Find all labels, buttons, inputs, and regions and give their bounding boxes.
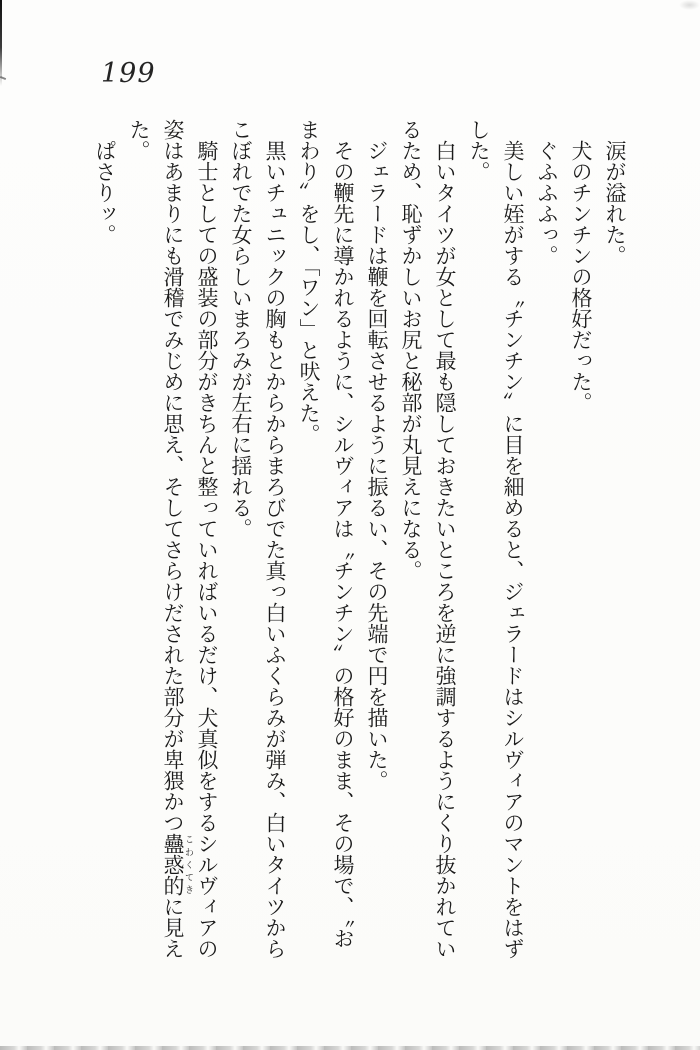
paragraph-9-pre: 騎士としての盛装の部分がきちんと整っていればいるだけ、犬真似をするシルヴィアの姿はあまりにも滑稽でみじめに思え、そしてさらけだされた部分が卑猥かつ — [161, 119, 219, 959]
scan-edge-bottom — [0, 1046, 700, 1050]
paragraph-8: 黒いチュニックの胸もとからからまろびでた真っ白いふくらみが弾み、白いタイツからこぼれでた女らしいまろみが左右に揺れる。 — [229, 119, 287, 959]
ruby-furigana: こわくてき — [184, 833, 194, 896]
paragraph-3: ぐふふふっ。 — [535, 140, 559, 266]
paragraph-6: ジェラードは鞭を回転させるように振るい、その先端で円を描いた。 — [365, 140, 389, 791]
ruby-kowakuteki — [161, 833, 194, 896]
paragraph-1: 涙が溢れた。 — [603, 140, 627, 266]
paragraph-9 — [122, 119, 224, 959]
page-number: 199 — [101, 58, 156, 89]
paragraph-2: 犬のチンチンの格好だった。 — [569, 140, 593, 413]
paragraph-7: その鞭先に導かれるように、シルヴィアは〝チンチン〟の格好のまま、その場で、〝おまわり〟をし、「ワン」と吠えた。 — [297, 119, 355, 949]
paragraph-4: 美しい姪がする〝チンチン〟に目を細めると、ジェラードはシルヴィアのマントをはずした。 — [467, 119, 525, 959]
paragraph-5: 白いタイツが女として最も隠しておきたいところを逆に強調するようにくり抜かれているため、恥ずかしいお尻と秘部が丸見えになる。 — [399, 119, 457, 959]
scan-edge-left — [0, 0, 2, 86]
page-text — [88, 119, 632, 959]
paragraph-10: ぱさりッ。 — [93, 140, 117, 245]
paragraph-9-post: に見えた。 — [127, 119, 185, 959]
scan-smudge-top-right — [642, 0, 700, 50]
ruby-base: 蠱惑的 — [161, 833, 185, 896]
